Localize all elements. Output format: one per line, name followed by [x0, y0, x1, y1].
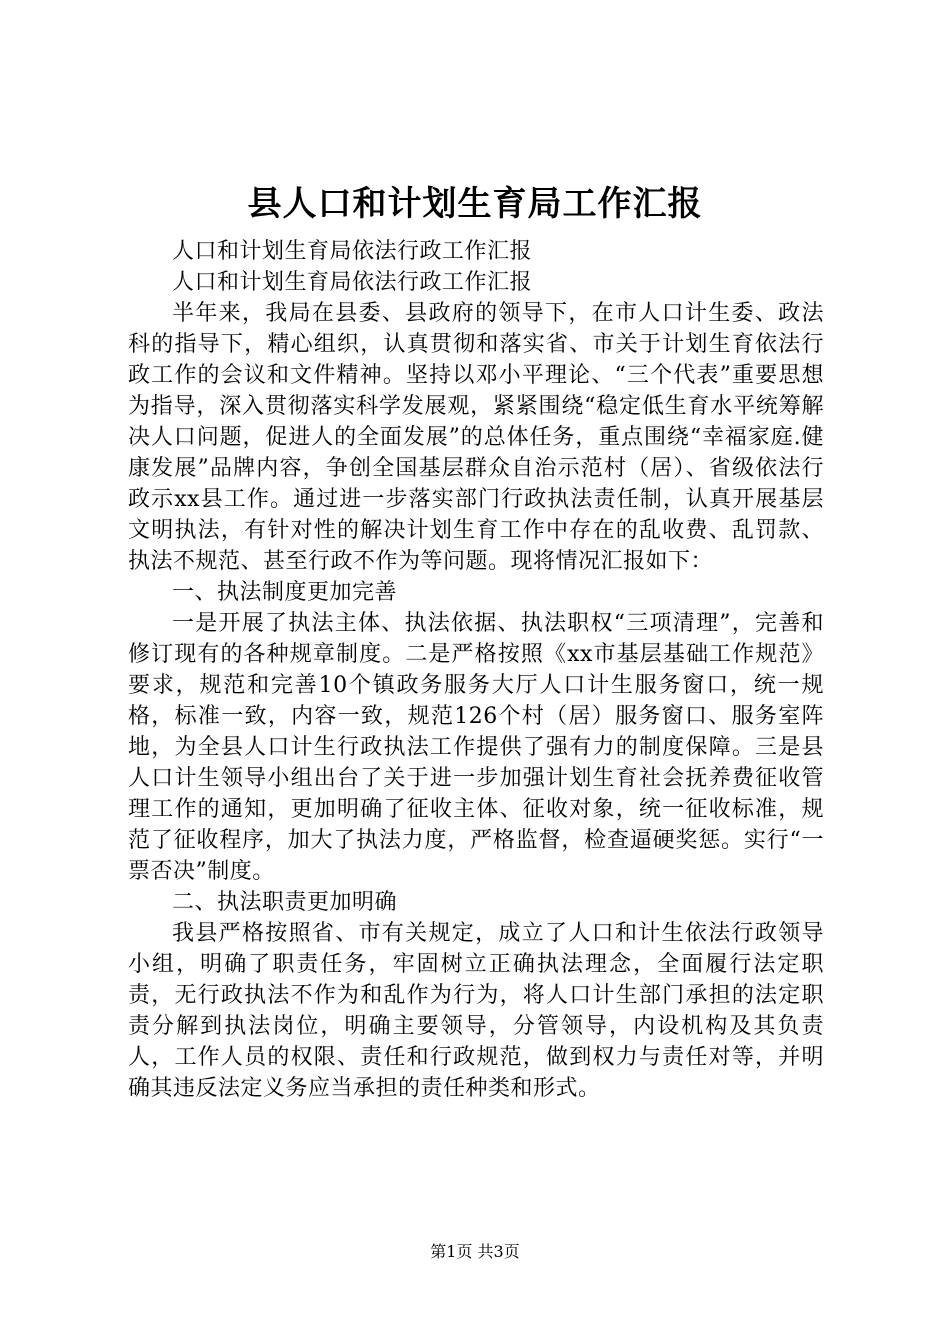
subtitle-line: 人口和计划生育局依法行政工作汇报 — [172, 270, 533, 295]
intro-paragraph: 半年来，我局在县委、县政府的领导下，在市人口计生委、政法科的指导下，精心组织，认真贯彻和落实省、市关于计划生育依法行政工作的会议和文件精神。坚持以邓小平理论、“三个代表”重要思想为指导，深入贯彻落实科学发展观，紧紧围绕“稳定低生育水平统筹解决人口问题，促进人的全面发展”的总体任务，重点围绕“幸福家庭.健康发展”品牌内容，争创全国基层群众自治示范村（居）、省级依法行政示xx县工作。通过进一步落实部门行政执法责任制，认真开展基层文明执法，有针对性的解决计划生育工作中存在的乱收费、乱罚款、执法不规范、甚至行政不作为等问题。现将情况汇报如下： — [128, 301, 824, 574]
document-title: 县人口和计划生育局工作汇报 — [247, 184, 703, 224]
section-heading: 二、执法职责更加明确 — [172, 890, 398, 915]
document-body — [128, 236, 824, 1104]
body-paragraph: 我县严格按照省、市有关规定，成立了人口和计生依法行政领导小组，明确了职责任务，牢固树立正确执法理念，全面履行法定职责，无行政执法不作为和乱作为行为，将人口计生部门承担的法定职责分解到执法岗位，明确主要领导，分管领导，内设机构及其负责人，工作人员的权限、责任和行政规范，做到权力与责任对等，并明确其违反法定义务应当承担的责任种类和形式。 — [128, 921, 824, 1101]
section-heading: 一、执法制度更加完善 — [172, 580, 398, 605]
page-number-footer: 第1页 共3页 — [430, 1242, 520, 1261]
subtitle-line: 人口和计划生育局依法行政工作汇报 — [172, 239, 533, 264]
body-paragraph: 一是开展了执法主体、执法依据、执法职权“三项清理”，完善和修订现有的各种规章制度。二是严格按照《xx市基层基础工作规范》要求，规范和完善10个镇政务服务大厅人口计生服务窗口，统一规格，标准一致，内容一致，规范126个村（居）服务窗口、服务室阵地，为全县人口计生行政执法工作提供了强有力的制度保障。三是县人口计生领导小组出台了关于进一步加强计划生育社会抚养费征收管理工作的通知，更加明确了征收主体、征收对象，统一征收标准，规范了征收程序，加大了执法力度，严格监督，检查逼硬奖惩。实行“一票否决”制度。 — [128, 611, 824, 884]
